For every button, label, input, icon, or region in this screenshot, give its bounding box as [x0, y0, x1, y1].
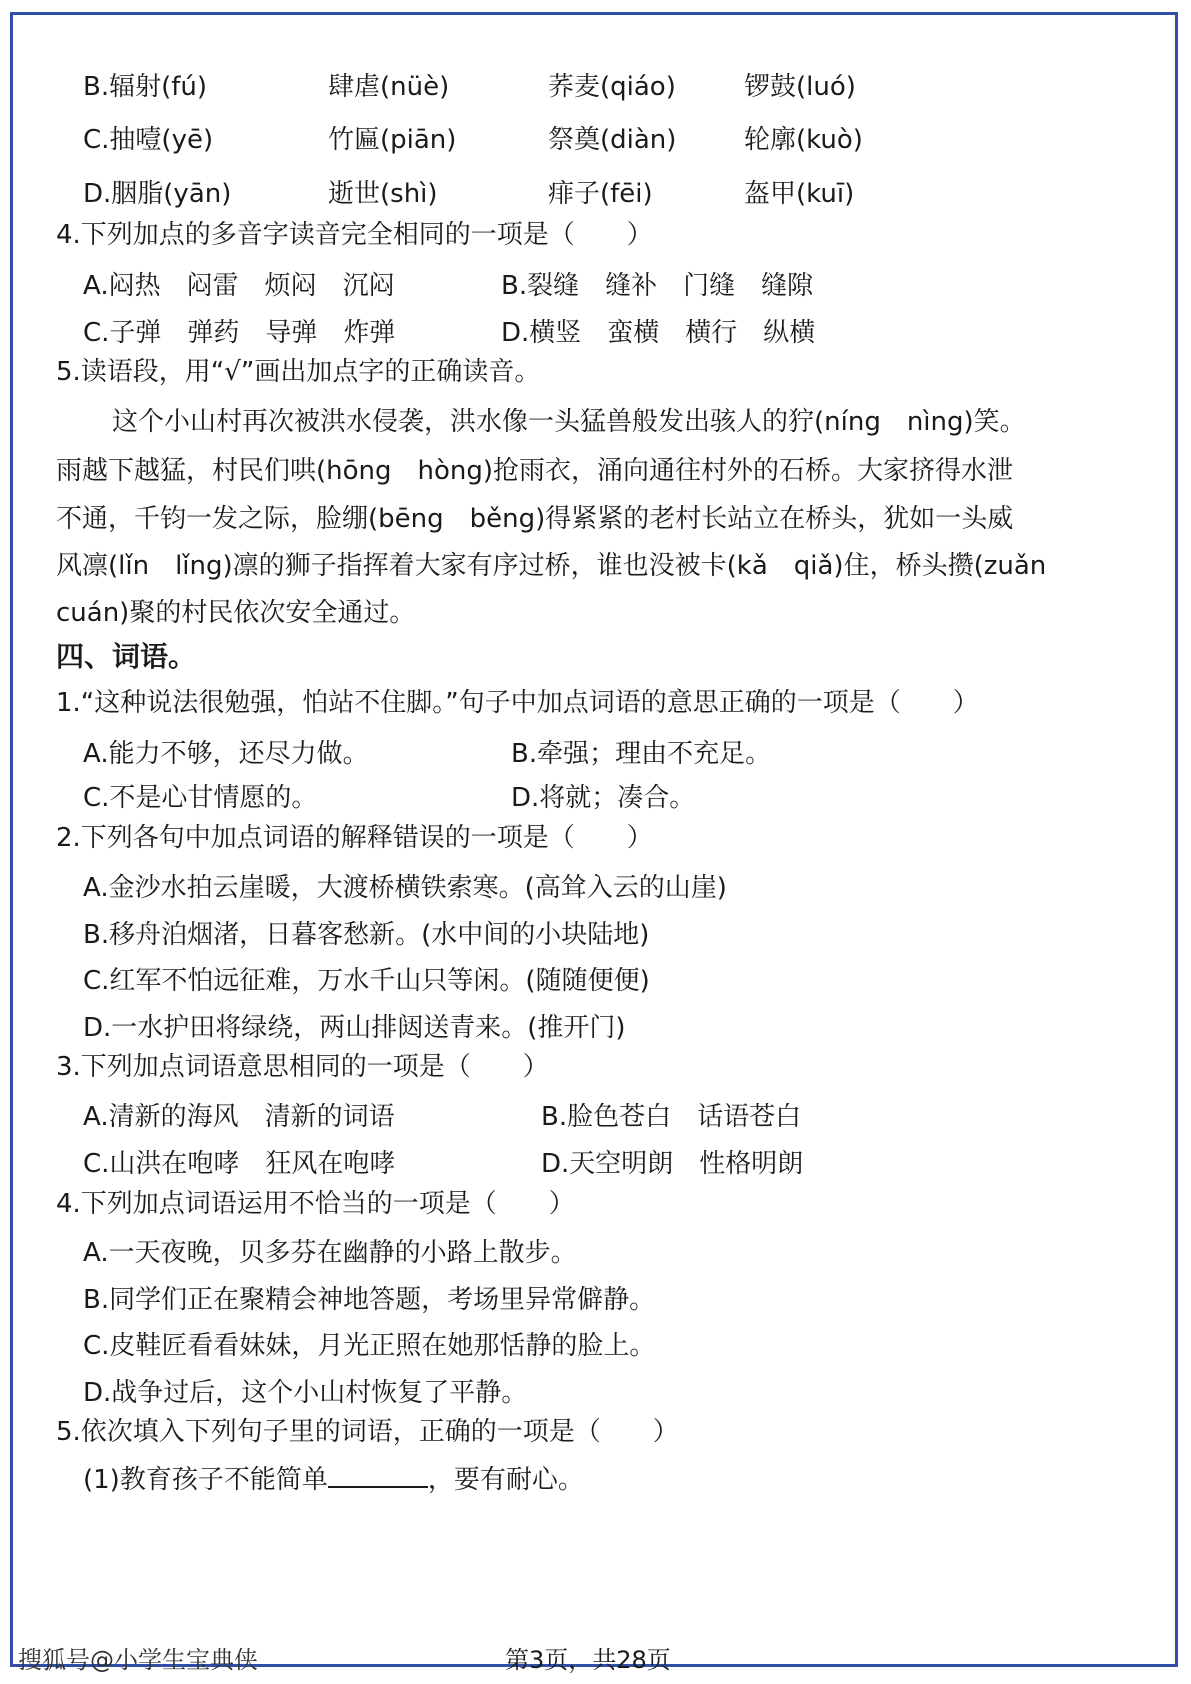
s4-q5-s1-text-before: (1)教育孩子不能简单 [83, 1465, 328, 1495]
s4-q1-option-d[interactable]: D.将就；凑合。 [511, 783, 696, 813]
s4-q2-option-b[interactable]: B.移舟泊烟渚，日暮客愁新。(水中间的小块陆地) [83, 920, 650, 950]
q4-option-d[interactable]: D.横竖 蛮横 横行 纵横 [501, 318, 816, 348]
s4-q2-question: 2.下列各句中加点词语的解释错误的一项是（ ） [56, 823, 653, 853]
q5-passage-line-4: 风凛(lǐn lǐng)凛的狮子指挥着大家有序过桥，谁也没被卡(kǎ qiǎ)住，桥头攒(zuǎn [56, 551, 1047, 581]
s4-q5-sentence-1 [83, 1460, 584, 1494]
s4-q3-option-b[interactable]: B.脸色苍白 话语苍白 [541, 1102, 802, 1132]
q3-b-word-3: 荞麦(qiáo) [548, 72, 676, 102]
fill-in-blank[interactable] [328, 1460, 428, 1488]
q3-b-word-4: 锣鼓(luó) [744, 72, 856, 102]
q4-question: 4.下列加点的多音字读音完全相同的一项是（ ） [56, 220, 653, 250]
q3-d-word-4: 盔甲(kuī) [744, 179, 855, 209]
q3-b-word-1: B.辐射(fú) [83, 72, 208, 102]
q4-option-a[interactable]: A.闷热 闷雷 烦闷 沉闷 [83, 271, 395, 301]
q3-d-word-2: 逝世(shì) [328, 179, 438, 209]
s4-q2-option-c[interactable]: C.红军不怕远征难，万水千山只等闲。(随随便便) [83, 966, 650, 996]
s4-q4-option-c[interactable]: C.皮鞋匠看看妹妹，月光正照在她那恬静的脸上。 [83, 1331, 656, 1361]
q3-c-word-1: C.抽噎(yē) [83, 125, 214, 155]
q4-option-c[interactable]: C.子弹 弹药 导弹 炸弹 [83, 318, 396, 348]
q3-d-word-3: 痱子(fēi) [548, 179, 653, 209]
s4-q3-option-c[interactable]: C.山洪在咆哮 狂风在咆哮 [83, 1149, 396, 1179]
s4-q5-question: 5.依次填入下列句子里的词语，正确的一项是（ ） [56, 1417, 679, 1447]
s4-q5-s1-text-after: ，要有耐心。 [427, 1465, 584, 1495]
q5-passage-line-2: 雨越下越猛，村民们哄(hōng hòng)抢雨衣，涌向通往村外的石桥。大家挤得水泄 [56, 456, 1014, 486]
s4-q2-option-d[interactable]: D.一水护田将绿绕，两山排闼送青来。(推开门) [83, 1013, 626, 1043]
s4-q4-option-a[interactable]: A.一天夜晚，贝多芬在幽静的小路上散步。 [83, 1238, 577, 1268]
q5-question: 5.读语段，用“√”画出加点字的正确读音。 [56, 357, 541, 387]
watermark: 搜狐号@小学生宝典侠 [18, 1646, 258, 1674]
q3-d-word-1: D.胭脂(yān) [83, 179, 232, 209]
s4-q4-option-b[interactable]: B.同学们正在聚精会神地答题，考场里异常僻静。 [83, 1285, 656, 1315]
s4-q3-option-a[interactable]: A.清新的海风 清新的词语 [83, 1102, 395, 1132]
q3-c-word-3: 祭奠(diàn) [548, 125, 677, 155]
s4-q1-option-b[interactable]: B.牵强；理由不充足。 [511, 739, 772, 769]
s4-q1-option-c[interactable]: C.不是心甘情愿的。 [83, 783, 318, 813]
s4-q3-question: 3.下列加点词语意思相同的一项是（ ） [56, 1052, 549, 1082]
section-title-words: 四、词语。 [56, 640, 197, 673]
s4-q1-question: 1.“这种说法很勉强，怕站不住脚。”句子中加点词语的意思正确的一项是（ ） [56, 688, 979, 718]
s4-q4-option-d[interactable]: D.战争过后，这个小山村恢复了平静。 [83, 1378, 528, 1408]
s4-q4-question: 4.下列加点词语运用不恰当的一项是（ ） [56, 1189, 575, 1219]
s4-q3-option-d[interactable]: D.天空明朗 性格明朗 [541, 1149, 804, 1179]
s4-q1-option-a[interactable]: A.能力不够，还尽力做。 [83, 739, 369, 769]
q3-c-word-2: 竹匾(piān) [328, 125, 457, 155]
q4-option-b[interactable]: B.裂缝 缝补 门缝 缝隙 [501, 271, 814, 301]
q5-passage-line-3: 不通，千钧一发之际，脸绷(bēng běng)得紧紧的老村长站立在桥头，犹如一头威 [56, 504, 1014, 534]
q3-b-word-2: 肆虐(nüè) [328, 72, 450, 102]
page-number: 第3页，共28页 [505, 1646, 671, 1674]
q5-passage-line-5: cuán)聚的村民依次安全通过。 [56, 598, 416, 628]
q5-passage-line-1: 这个小山村再次被洪水侵袭，洪水像一头猛兽般发出骇人的狞(níng nìng)笑。 [86, 407, 1026, 437]
s4-q2-option-a[interactable]: A.金沙水拍云崖暖，大渡桥横铁索寒。(高耸入云的山崖) [83, 873, 727, 903]
q3-c-word-4: 轮廓(kuò) [744, 125, 863, 155]
